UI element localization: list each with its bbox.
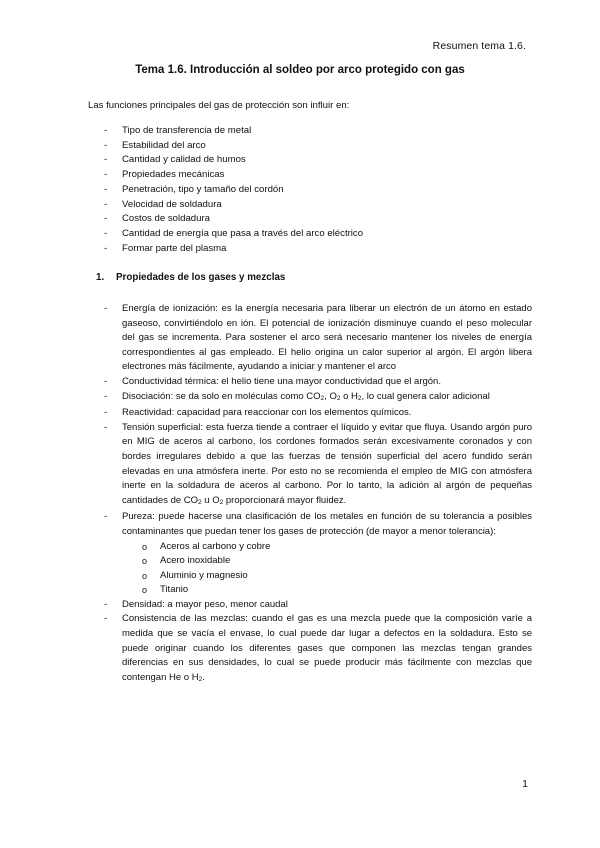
property-dissociation: - Disociación: se da solo en moléculas como $CO_2$, $O_2$ o $H_2$, lo cual genera calor adicional — [104, 390, 532, 407]
list-item: o Aluminio y magnesio — [122, 569, 532, 584]
gas-functions-list — [104, 124, 532, 256]
intro-paragraph: Las funciones principales del gas de protección son influir en: — [88, 100, 350, 111]
list-item: - Velocidad de soldadura — [104, 198, 532, 213]
purity-metals-list — [122, 540, 532, 598]
property-consistency: - Consistencia de las mezclas: cuando el gas es una mezcla puede que la composición varíe a medida que se vacía el envase, lo cual puede dar lugar a defectos en la soldadura. Esto se puede originar cuando los diferentes gases que componen las mezclas tengan grandes diferencias en sus densidades, lo cual se puede producir más fácilmente con mezclas que contengan He o $H_2$. — [104, 612, 532, 687]
list-item: o Aceros al carbono y cobre — [122, 540, 532, 555]
section-number: 1. — [96, 272, 105, 283]
list-item: - Estabilidad del arco — [104, 139, 532, 154]
section-heading — [96, 272, 285, 283]
list-item: - Cantidad y calidad de humos — [104, 153, 532, 168]
list-item: - Tipo de transferencia de metal — [104, 124, 532, 139]
list-item: - Propiedades mecánicas — [104, 168, 532, 183]
property-purity — [104, 510, 532, 598]
list-item: - Formar parte del plasma — [104, 242, 532, 257]
page-title: Tema 1.6. Introducción al soldeo por arco protegido con gas — [135, 64, 465, 76]
running-header: Resumen tema 1.6. — [432, 40, 526, 52]
property-ionization: - Energía de ionización: es la energía necesaria para liberar un electrón de un átomo en estado gaseoso, convirtiéndolo en ión. El potencial de ionización disminuye cuando el peso molecular del gas se incrementa. Para sostener el arco será necesario mantener los niveles de energía correspondientes al gas empleado. El helio origina un calor superior al argón. El argón libera electrones más fácilmente, ayudando a iniciar y mantener el arco — [104, 302, 532, 375]
properties-list — [104, 302, 532, 687]
purity-text: - Pureza: puede hacerse una clasificación de los metales en función de su tolerancia a posibles contaminantes que puedan tener los gases de protección (de mayor a menor tolerancia): — [122, 511, 532, 537]
section-title: Propiedades de los gases y mezclas — [116, 272, 286, 283]
property-surface-tension: - Tensión superficial: esta fuerza tiende a contraer el líquido y evitar que fluya. Usando argón puro en MIG de aceros al carbono, los cordones formados serán excesivamente coronados y con bordes irregulares debido a que las fuerzas de tensión superficial del acero fundido serán elevadas en una atmósfera inerte. Por esto no se recomienda el empleo de MIG con atmósfera inerte en la soldadura de aceros al carbono. Por lo tanto, la adición al argón de pequeñas cantidades de $CO_2$ u $O_2$ proporcionará mayor fluidez. — [104, 421, 532, 511]
list-item: - Penetración, tipo y tamaño del cordón — [104, 183, 532, 198]
property-reactivity: - Reactividad: capacidad para reaccionar con los elementos químicos. — [104, 406, 532, 421]
property-density: - Densidad: a mayor peso, menor caudal — [104, 598, 532, 613]
list-item: - Costos de soldadura — [104, 212, 532, 227]
list-item: - Cantidad de energía que pasa a través del arco eléctrico — [104, 227, 532, 242]
property-conductivity: - Conductividad térmica: el helio tiene una mayor conductividad que el argón. — [104, 375, 532, 390]
page-number: 1 — [522, 778, 528, 790]
list-item: o Titanio — [122, 583, 532, 598]
list-item: o Acero inoxidable — [122, 554, 532, 569]
